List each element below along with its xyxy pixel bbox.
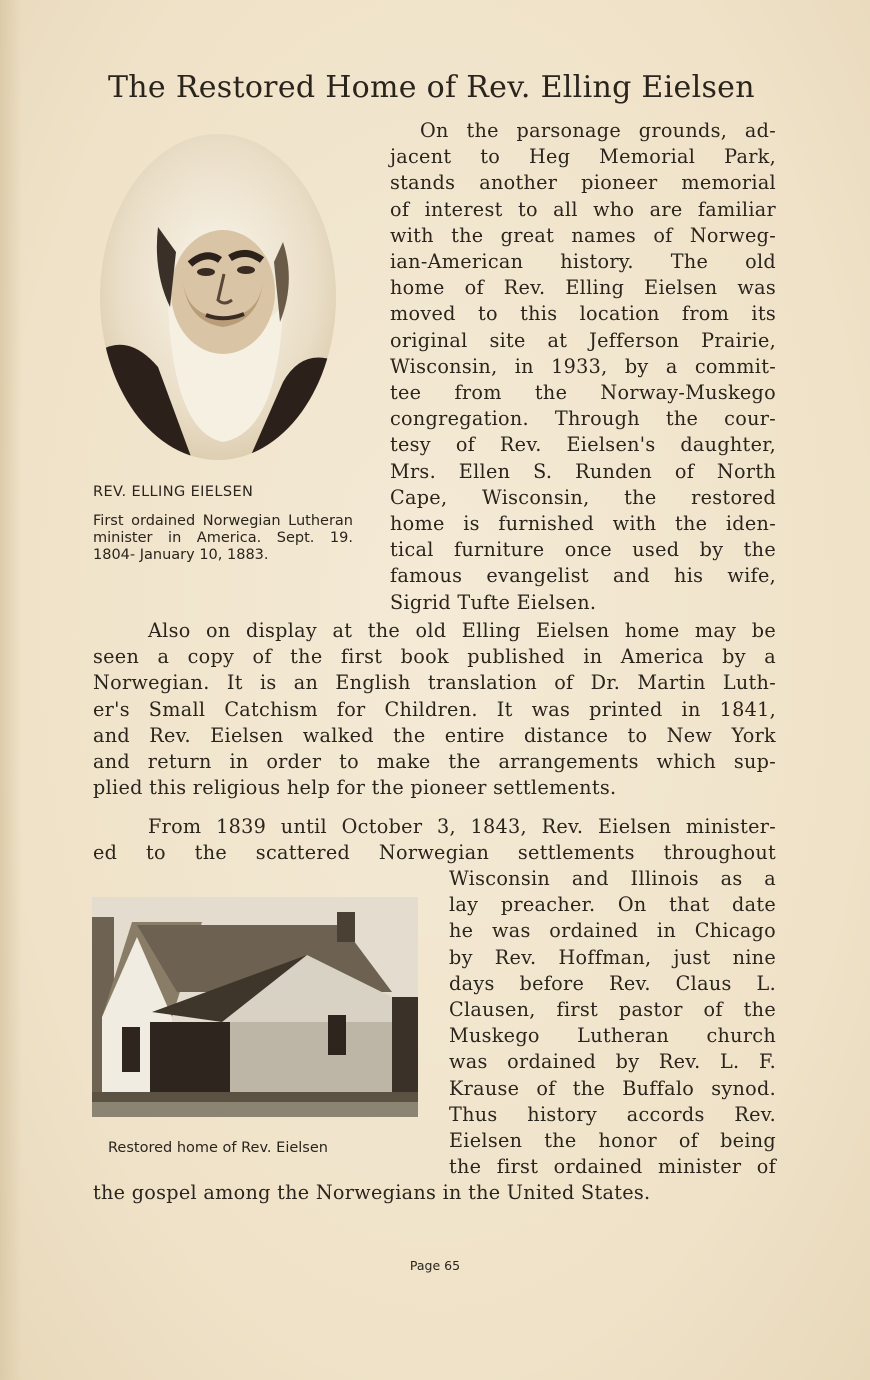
text-line: Sigrid Tufte Eielsen. (390, 590, 597, 614)
text-line: and Rev. Eielsen walked the entire distance to New York (93, 723, 776, 747)
text-line: days before Rev. Claus L. (449, 971, 776, 995)
text-line: tee from the Norway-Muskego (390, 381, 776, 405)
text-line: original site at Jefferson Prairie, (390, 328, 776, 352)
page-spine-shadow (0, 0, 22, 1380)
paragraph-1 (390, 118, 776, 616)
text-line: home is furnished with the iden- (390, 512, 776, 536)
text-line: was ordained by Rev. L. F. (449, 1050, 776, 1074)
text-line: of interest to all who are familiar (390, 197, 776, 221)
portrait-of-rev-eielsen (98, 132, 338, 462)
text-line: Mrs. Ellen S. Runden of North (390, 459, 776, 483)
portrait-caption-description: First ordained Norwegian Lutheran minister in America. Sept. 19. 1804- January 10, 1883. (93, 513, 353, 563)
text-line: ed to the scattered Norwegian settlements throughout (93, 841, 776, 865)
text-line: home of Rev. Elling Eielsen was (390, 276, 776, 300)
text-line: Also on display at the old Elling Eielsen home may be (148, 619, 776, 642)
paragraph-3-side (449, 866, 776, 1180)
text-line: lay preacher. On that date (449, 893, 776, 917)
house-photo (92, 897, 418, 1117)
text-line: the gospel among the Norwegians in the United States. (93, 1181, 651, 1204)
paragraph-3-bottom (93, 1180, 776, 1206)
text-line: he was ordained in Chicago (449, 919, 776, 943)
text-line: Clausen, first pastor of the (449, 998, 776, 1022)
text-line: tical furniture once used by the (390, 538, 776, 562)
text-line: ian-American history. The old (390, 250, 776, 274)
text-line: Cape, Wisconsin, the restored (390, 485, 776, 509)
text-line: Wisconsin, in 1933, by a commit- (390, 354, 776, 378)
text-line: jacent to Heg Memorial Park, (390, 145, 776, 169)
text-line: Thus history accords Rev. (449, 1102, 776, 1126)
text-line: congregation. Through the cour- (390, 407, 776, 431)
text-line: and return in order to make the arrangements which sup- (93, 750, 776, 774)
text-line: plied this religious help for the pioneer settlements. (93, 776, 617, 800)
text-line: Wisconsin and Illinois as a (449, 867, 776, 890)
text-line: Muskego Lutheran church (449, 1024, 776, 1048)
text-line: seen a copy of the first book published in America by a (93, 645, 776, 669)
text-line: famous evangelist and his wife, (390, 564, 776, 588)
paragraph-3-top (93, 814, 776, 866)
text-line: Norwegian. It is an English translation of Dr. Martin Luth- (93, 671, 776, 695)
portrait-caption-name: REV. ELLING EIELSEN (93, 484, 254, 500)
paragraph-2 (93, 618, 776, 801)
text-line: tesy of Rev. Eielsen's daughter, (390, 433, 776, 457)
text-line: moved to this location from its (390, 302, 776, 326)
text-line: er's Small Catchism for Children. It was printed in 1841, (93, 697, 776, 721)
house-photo-caption: Restored home of Rev. Eielsen (108, 1140, 328, 1156)
text-line: Eielsen the honor of being (449, 1129, 776, 1153)
text-line: by Rev. Hoffman, just nine (449, 945, 776, 969)
text-line: Krause of the Buffalo synod. (449, 1076, 776, 1100)
text-line: stands another pioneer memorial (390, 171, 776, 195)
text-line: From 1839 until October 3, 1843, Rev. Eielsen minister- (148, 815, 776, 838)
text-line: On the parsonage grounds, ad- (420, 119, 776, 142)
text-line: the first ordained minister of (449, 1155, 776, 1179)
portrait-caption (93, 484, 353, 564)
page-number: Page 65 (409, 1258, 461, 1273)
page-title: The Restored Home of Rev. Elling Eielsen (108, 70, 755, 105)
text-line: with the great names of Norweg- (390, 223, 776, 247)
